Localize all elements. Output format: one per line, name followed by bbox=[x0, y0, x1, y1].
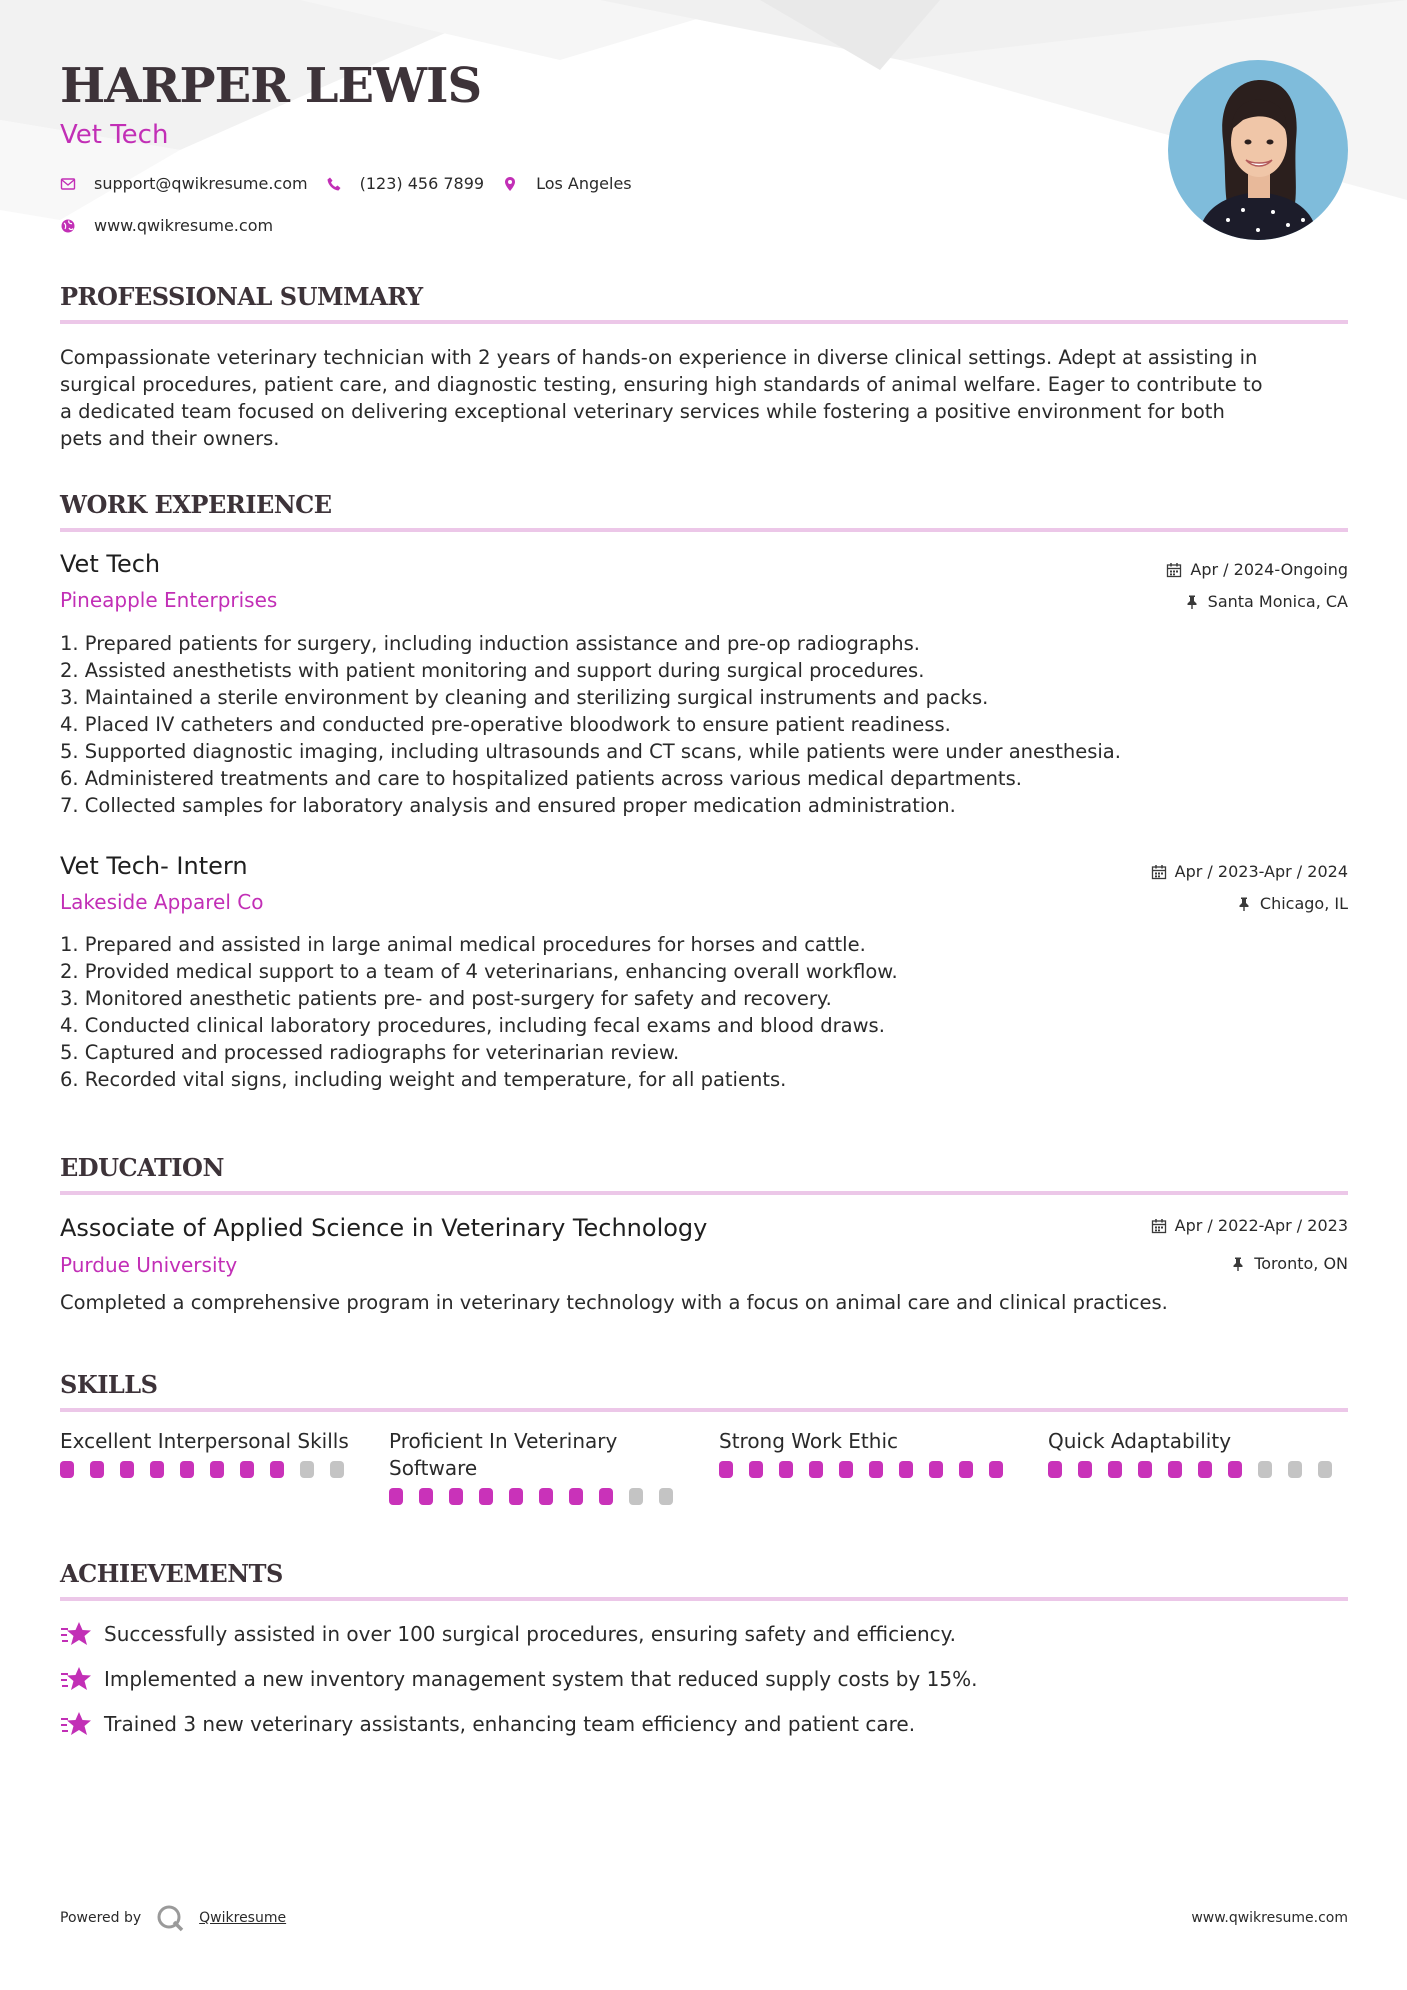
rating-dot-filled bbox=[569, 1488, 583, 1505]
pushpin-icon bbox=[1236, 896, 1252, 912]
education-divider bbox=[60, 1191, 1348, 1195]
contact-row-2 bbox=[60, 216, 291, 235]
achievements-divider bbox=[60, 1597, 1348, 1601]
experience-heading: WORK EXPERIENCE bbox=[60, 490, 332, 519]
summary-line: Compassionate veterinary technician with 2 years of hands-on experience in diverse clinical settings. Adept at assisting in bbox=[60, 346, 1258, 369]
rating-dot-filled bbox=[959, 1461, 973, 1478]
list-item: 4. Placed IV catheters and conducted pre-operative bloodwork to ensure patient readiness. bbox=[60, 713, 951, 736]
summary-line: a dedicated team focused on delivering exceptional veterinary services while fostering a positive environment for both bbox=[60, 400, 1225, 423]
summary-heading: PROFESSIONAL SUMMARY bbox=[60, 282, 423, 311]
list-item: 2. Assisted anesthetists with patient monitoring and support during surgical procedures. bbox=[60, 659, 925, 682]
skill-rating bbox=[389, 1488, 689, 1505]
skills-heading: SKILLS bbox=[60, 1370, 158, 1399]
rating-dot-filled bbox=[1048, 1461, 1062, 1478]
summary-divider bbox=[60, 320, 1348, 324]
star-icon bbox=[60, 1620, 92, 1648]
qwikresume-link[interactable]: Qwikresume bbox=[199, 1910, 287, 1926]
skill-name bbox=[389, 1428, 689, 1482]
rating-dot-filled bbox=[449, 1488, 463, 1505]
footer bbox=[60, 1898, 1348, 1938]
list-item: 1. Prepared and assisted in large animal medical procedures for horses and cattle. bbox=[60, 933, 866, 956]
job-title: Vet Tech- Intern bbox=[60, 852, 248, 880]
star-icon bbox=[60, 1665, 92, 1693]
achievement-text: Implemented a new inventory management system that reduced supply costs by 15%. bbox=[104, 1667, 978, 1691]
rating-dot-filled bbox=[1228, 1461, 1242, 1478]
rating-dot-filled bbox=[749, 1461, 763, 1478]
skill-item bbox=[719, 1428, 1019, 1478]
calendar-icon bbox=[1151, 864, 1167, 880]
list-item: 6. Recorded vital signs, including weight and temperature, for all patients. bbox=[60, 1068, 787, 1091]
list-item: 6. Administered treatments and care to hospitalized patients across various medical departments. bbox=[60, 767, 1022, 790]
list-item: 1. Prepared patients for surgery, including induction assistance and pre-op radiographs. bbox=[60, 632, 920, 655]
rating-dot-filled bbox=[1198, 1461, 1212, 1478]
rating-dot-empty bbox=[659, 1488, 673, 1505]
contact-row-1 bbox=[60, 174, 650, 193]
rating-dot-filled bbox=[270, 1461, 284, 1478]
achievement-item bbox=[60, 1710, 915, 1738]
phone-text: (123) 456 7899 bbox=[359, 174, 485, 193]
job-location-text: Chicago, IL bbox=[1259, 894, 1348, 913]
rating-dot-filled bbox=[779, 1461, 793, 1478]
education-heading: EDUCATION bbox=[60, 1153, 224, 1182]
education-dates bbox=[1151, 1216, 1348, 1235]
phone-icon bbox=[326, 176, 342, 192]
profile-photo-illustration bbox=[1168, 60, 1348, 240]
list-item: 3. Monitored anesthetic patients pre- and post-surgery for safety and recovery. bbox=[60, 987, 832, 1010]
skill-item bbox=[389, 1428, 689, 1505]
rating-dot-filled bbox=[1138, 1461, 1152, 1478]
rating-dot-empty bbox=[300, 1461, 314, 1478]
skill-item bbox=[60, 1428, 360, 1478]
phone-item[interactable] bbox=[326, 174, 484, 193]
list-item: 7. Collected samples for laboratory analysis and ensured proper medication administration. bbox=[60, 794, 956, 817]
summary-text bbox=[60, 344, 1348, 452]
list-item: 5. Captured and processed radiographs for veterinarian review. bbox=[60, 1041, 680, 1064]
candidate-role: Vet Tech bbox=[60, 120, 169, 150]
rating-dot-filled bbox=[240, 1461, 254, 1478]
location-item bbox=[502, 174, 632, 193]
envelope-icon bbox=[60, 176, 76, 192]
job-dates-text: Apr / 2023-Apr / 2024 bbox=[1174, 862, 1348, 881]
skill-name-line: Proficient In Veterinary bbox=[389, 1429, 618, 1453]
job-dates-text: Apr / 2024-Ongoing bbox=[1190, 560, 1348, 579]
rating-dot-filled bbox=[599, 1488, 613, 1505]
job-company: Lakeside Apparel Co bbox=[60, 890, 264, 914]
rating-dot-empty bbox=[330, 1461, 344, 1478]
rating-dot-filled bbox=[809, 1461, 823, 1478]
job-dates bbox=[1151, 862, 1348, 881]
rating-dot-filled bbox=[90, 1461, 104, 1478]
rating-dot-empty bbox=[1318, 1461, 1332, 1478]
achievement-text: Successfully assisted in over 100 surgical procedures, ensuring safety and efficiency. bbox=[104, 1622, 957, 1646]
achievement-item bbox=[60, 1620, 956, 1648]
job-dates bbox=[1166, 560, 1348, 579]
job-title: Vet Tech bbox=[60, 550, 161, 578]
education-location-text: Toronto, ON bbox=[1254, 1254, 1348, 1273]
skill-name bbox=[719, 1428, 1019, 1455]
list-item: 3. Maintained a sterile environment by cleaning and sterilizing surgical instruments and packs. bbox=[60, 686, 989, 709]
skill-rating bbox=[60, 1461, 360, 1478]
profile-photo bbox=[1168, 60, 1348, 240]
rating-dot-filled bbox=[120, 1461, 134, 1478]
website-text: www.qwikresume.com bbox=[94, 216, 274, 235]
list-item: 5. Supported diagnostic imaging, including ultrasounds and CT scans, while patients were under anesthesia. bbox=[60, 740, 1121, 763]
degree-title: Associate of Applied Science in Veterinary Technology bbox=[60, 1214, 708, 1242]
rating-dot-filled bbox=[899, 1461, 913, 1478]
map-pin-icon bbox=[502, 176, 518, 192]
pushpin-icon bbox=[1184, 594, 1200, 610]
education-location bbox=[1230, 1254, 1348, 1273]
rating-dot-filled bbox=[389, 1488, 403, 1505]
skill-rating bbox=[1048, 1461, 1348, 1478]
pushpin-icon bbox=[1230, 1256, 1246, 1272]
rating-dot-empty bbox=[1258, 1461, 1272, 1478]
website-item[interactable] bbox=[60, 216, 273, 235]
skill-name-line: Software bbox=[389, 1456, 478, 1480]
list-item: 4. Conducted clinical laboratory procedures, including fecal exams and blood draws. bbox=[60, 1014, 885, 1037]
footer-website[interactable]: www.qwikresume.com bbox=[1191, 1910, 1348, 1926]
globe-icon bbox=[60, 218, 76, 234]
location-text: Los Angeles bbox=[536, 174, 632, 193]
skill-name-line: Strong Work Ethic bbox=[719, 1429, 898, 1453]
rating-dot-filled bbox=[1078, 1461, 1092, 1478]
rating-dot-filled bbox=[539, 1488, 553, 1505]
rating-dot-filled bbox=[1108, 1461, 1122, 1478]
job-location bbox=[1236, 894, 1348, 913]
email-text: support@qwikresume.com bbox=[94, 174, 308, 193]
rating-dot-empty bbox=[629, 1488, 643, 1505]
job-location bbox=[1184, 592, 1348, 611]
calendar-icon bbox=[1166, 562, 1182, 578]
education-dates-text: Apr / 2022-Apr / 2023 bbox=[1174, 1216, 1348, 1235]
achievement-text: Trained 3 new veterinary assistants, enhancing team efficiency and patient care. bbox=[104, 1712, 916, 1736]
job-company: Pineapple Enterprises bbox=[60, 588, 278, 612]
rating-dot-filled bbox=[60, 1461, 74, 1478]
rating-dot-filled bbox=[180, 1461, 194, 1478]
skill-rating bbox=[719, 1461, 1019, 1478]
skill-name bbox=[60, 1428, 360, 1455]
skill-name-line: Excellent Interpersonal Skills bbox=[60, 1429, 349, 1453]
achievements-heading: ACHIEVEMENTS bbox=[60, 1559, 283, 1588]
rating-dot-filled bbox=[719, 1461, 733, 1478]
rating-dot-empty bbox=[1288, 1461, 1302, 1478]
qwikresume-logo-icon bbox=[155, 1903, 185, 1933]
job-duties bbox=[60, 931, 1348, 1093]
job-location-text: Santa Monica, CA bbox=[1207, 592, 1348, 611]
powered-by-label: Powered by bbox=[60, 1910, 142, 1926]
rating-dot-filled bbox=[509, 1488, 523, 1505]
job-duties bbox=[60, 630, 1348, 819]
summary-line: surgical procedures, patient care, and diagnostic testing, ensuring high standards of animal welfare. Eager to contribute to bbox=[60, 373, 1263, 396]
candidate-name: HARPER LEWIS bbox=[60, 58, 482, 114]
skill-name-line: Quick Adaptability bbox=[1048, 1429, 1232, 1453]
rating-dot-filled bbox=[210, 1461, 224, 1478]
experience-divider bbox=[60, 528, 1348, 532]
rating-dot-filled bbox=[1168, 1461, 1182, 1478]
email-item[interactable] bbox=[60, 174, 308, 193]
skill-item bbox=[1048, 1428, 1348, 1478]
rating-dot-filled bbox=[929, 1461, 943, 1478]
skills-divider bbox=[60, 1408, 1348, 1412]
rating-dot-filled bbox=[419, 1488, 433, 1505]
summary-line: pets and their owners. bbox=[60, 427, 280, 450]
calendar-icon bbox=[1151, 1218, 1167, 1234]
rating-dot-filled bbox=[479, 1488, 493, 1505]
star-icon bbox=[60, 1710, 92, 1738]
rating-dot-filled bbox=[150, 1461, 164, 1478]
rating-dot-filled bbox=[869, 1461, 883, 1478]
list-item: 2. Provided medical support to a team of 4 veterinarians, enhancing overall workflow. bbox=[60, 960, 898, 983]
rating-dot-filled bbox=[989, 1461, 1003, 1478]
achievement-item bbox=[60, 1665, 977, 1693]
school-name: Purdue University bbox=[60, 1253, 238, 1277]
skill-name bbox=[1048, 1428, 1348, 1455]
education-description: Completed a comprehensive program in veterinary technology with a focus on animal care and clinical practices. bbox=[60, 1291, 1168, 1314]
rating-dot-filled bbox=[839, 1461, 853, 1478]
